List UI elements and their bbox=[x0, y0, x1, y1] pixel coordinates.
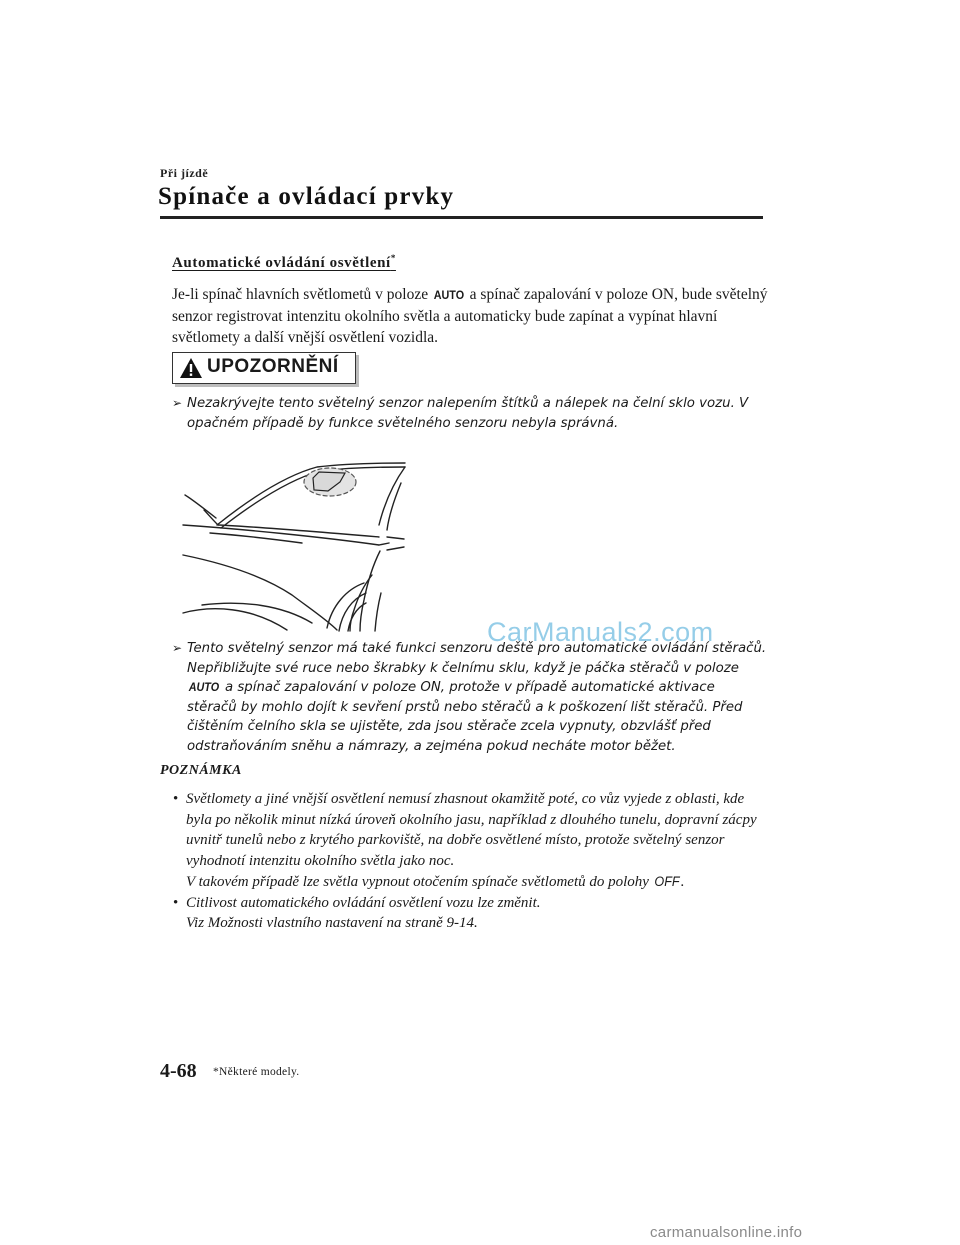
note-text: Světlomety a jiné vnější osvětlení nemusí zhasnout okamžitě poté, co vůz vyjede z oblasti, kde byla po několik minut nízká úroveň okolního jasu, například z dlouhého tunelu, dopravní zácpy uvnitř tunelů nebo z krytého parkoviště, na dobře osvětlené místo, protože světelný senzor vyhodnotí intenzitu okolního světla jako noc. bbox=[186, 791, 757, 869]
note-text-off bbox=[186, 871, 770, 893]
note-heading: POZNÁMKA bbox=[160, 763, 242, 778]
windshield-sensor-illustration bbox=[182, 455, 414, 633]
note-item bbox=[160, 893, 770, 934]
page-title: Spínače a ovládací prvky bbox=[158, 183, 455, 210]
site-footer: carmanualsonline.info bbox=[650, 1224, 803, 1241]
caution-text-2: a spínač zapalování v poloze ON, protože v případě automatické aktivace stěračů by mohlo dojít k sevření prstů nebo stěračů a k poškození lišt stěračů. Před čištěním čelního skla se ujistěte, zda jsou stěrače zcela vypnuty, obzvlášť před odstraňováním sněhu a námrazy, a zejména pokud necháte motor běžet. bbox=[187, 680, 743, 754]
note-item bbox=[160, 789, 770, 893]
note-text-2: V takovém případě lze světla vypnout otočením spínače světlometů do polohy bbox=[186, 874, 653, 890]
intro-paragraph bbox=[172, 284, 772, 348]
caution-item bbox=[172, 394, 767, 433]
warning-box bbox=[172, 352, 356, 384]
watermark: CarManuals2.com bbox=[487, 617, 714, 647]
bullet-dot-icon: • bbox=[173, 791, 179, 807]
footnote: *Některé modely. bbox=[213, 1066, 300, 1078]
caution-item bbox=[172, 639, 767, 756]
subheading-auto-lighting bbox=[172, 253, 396, 272]
note-text: Citlivost automatického ovládání osvětlení vozu lze změnit. bbox=[186, 894, 541, 911]
page-number: 4-68 bbox=[160, 1060, 197, 1082]
section-label: Při jízdě bbox=[160, 166, 209, 180]
subheading-text: Automatické ovládání osvětlení bbox=[172, 255, 391, 271]
auto-position-label: AUTO bbox=[433, 288, 465, 302]
note-reference: Viz Možnosti vlastního nastavení na straně 9-14. bbox=[186, 915, 478, 931]
auto-position-label: AUTO bbox=[188, 680, 220, 694]
caution-text-1: Tento světelný senzor má také funkci senzoru deště pro automatické ovládání stěračů. Nepřibližujte své ruce nebo škrabky k čelnímu sklu, když je páčka stěračů v poloze bbox=[187, 641, 767, 676]
title-divider bbox=[160, 216, 763, 219]
bullet-dot-icon: • bbox=[173, 894, 179, 911]
off-position-label: OFF bbox=[654, 873, 680, 889]
caution-text: Nezakrývejte tento světelný senzor nalepením štítků a nálepek na čelní sklo vozu. V opačném případě by funkce světelného senzoru nebyla správná. bbox=[187, 396, 749, 431]
intro-text-1: Je-li spínač hlavních světlometů v poloze bbox=[172, 286, 432, 303]
note-text-3: . bbox=[680, 874, 685, 890]
warning-triangle-icon bbox=[179, 357, 203, 379]
arrow-bullet-icon: ➢ bbox=[172, 396, 183, 410]
asterisk-mark: * bbox=[390, 253, 396, 263]
intro-text-2: a spínač zapalování v poloze ON, bude světelný senzor registrovat intenzitu okolního světla a automaticky bude zapínat a vypínat hlavní světlomety a další vnější osvětlení vozidla. bbox=[172, 286, 768, 346]
warning-label: UPOZORNĚNÍ bbox=[207, 356, 339, 377]
note-list bbox=[160, 789, 770, 934]
arrow-bullet-icon: ➢ bbox=[172, 641, 183, 655]
